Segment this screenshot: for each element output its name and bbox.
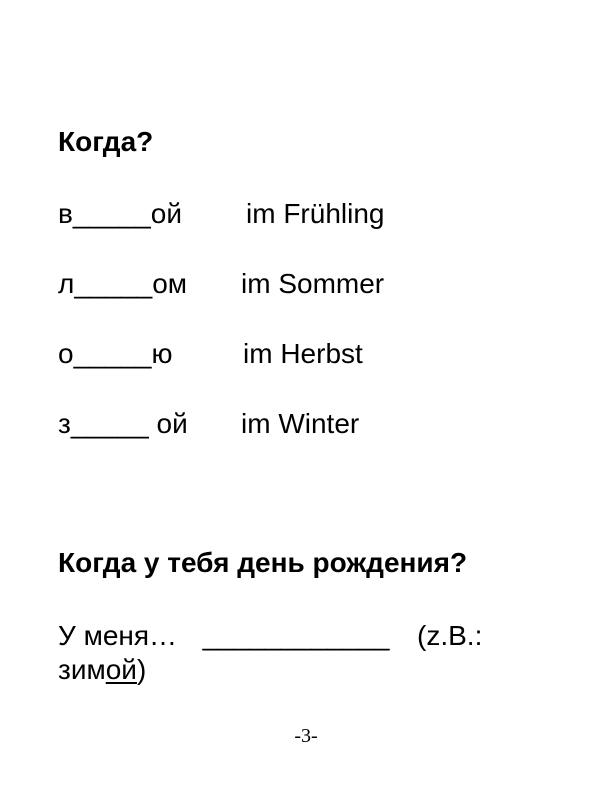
season-row-summer — [58, 270, 187, 298]
example-close: ) — [136, 654, 147, 685]
german-translation-spring: im Frühling — [246, 198, 385, 229]
example-ending: ой — [105, 654, 137, 685]
season-row-spring — [58, 200, 182, 228]
section-heading-when: Когда? — [58, 126, 154, 157]
season-prefix: о — [58, 338, 74, 369]
example-open: (z.B.: — [417, 620, 483, 651]
season-suffix: ой — [150, 198, 182, 229]
season-row-autumn — [58, 340, 172, 368]
german-translation-winter: im Winter — [241, 408, 360, 439]
season-suffix: ой — [148, 408, 188, 439]
answer-blank[interactable]: ____________ — [202, 620, 390, 651]
example-stem: зим — [58, 654, 106, 685]
season-suffix: ом — [152, 268, 188, 299]
season-suffix: ю — [151, 338, 173, 369]
german-translation-autumn: im Herbst — [243, 338, 363, 369]
fill-blank[interactable]: _____ — [72, 198, 151, 229]
fill-blank[interactable]: _____ — [74, 268, 153, 299]
page-number: -3- — [294, 725, 318, 747]
fill-blank[interactable]: _____ — [73, 338, 152, 369]
season-prefix: в — [58, 198, 73, 229]
answer-prefix: У меня… — [58, 620, 178, 651]
season-row-winter — [58, 410, 188, 438]
season-prefix: з — [58, 408, 71, 439]
season-prefix: л — [58, 268, 75, 299]
example-line — [58, 656, 146, 684]
german-translation-summer: im Sommer — [241, 268, 385, 299]
fill-blank[interactable]: _____ — [70, 408, 149, 439]
birthday-answer-line — [58, 622, 482, 650]
section-heading-birthday: Когда у тебя день рождения? — [58, 547, 468, 578]
